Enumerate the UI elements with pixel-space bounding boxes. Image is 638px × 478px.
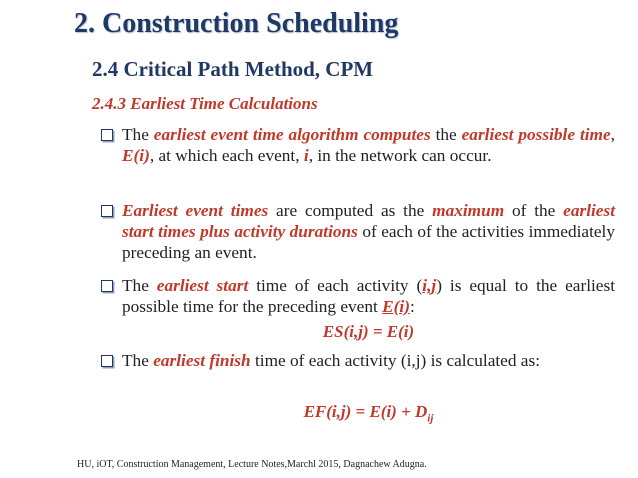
subsection-heading: 2.4.3 Earliest Time Calculations [92, 94, 318, 113]
highlight-phrase: i,j [422, 276, 437, 295]
text-run: ) is equal to the earliest possible time for the preceding event [122, 276, 615, 316]
highlight-phrase: earliest event time algorithm computes [153, 125, 431, 144]
checkbox-bullet-icon [101, 129, 113, 141]
formula-earliest-finish [122, 402, 615, 424]
highlight-phrase: maximum [432, 201, 505, 220]
text-run: of each of the activities immediately preceding an event. [122, 222, 615, 262]
text-run: , in the network can occur. [308, 146, 492, 165]
formula-ef-subscript: ij [427, 412, 434, 425]
text-run: , at which each event, [149, 146, 304, 165]
section-heading: 2.4 Critical Path Method, CPM [92, 57, 374, 81]
bullet-text [122, 124, 615, 166]
bullet-text [122, 350, 615, 371]
text-run: The [122, 276, 157, 295]
text-run: The [122, 125, 154, 144]
text-run: time of each activity ( [248, 276, 423, 295]
formula-earliest-start: ES(i,j) = E(i) [322, 322, 415, 341]
text-run: : [409, 297, 415, 316]
checkbox-bullet-icon [101, 280, 113, 292]
text-run: of the [504, 201, 564, 220]
highlight-phrase: i [303, 146, 309, 165]
highlight-phrase: earliest start times plus activity durations [122, 201, 615, 241]
text-run: the [430, 125, 462, 144]
bullet-text [122, 200, 615, 263]
checkbox-bullet-icon [101, 355, 113, 367]
bullet-text [122, 275, 615, 317]
slide-title: 2. Construction Scheduling [74, 8, 399, 39]
text-run: are computed as the [268, 201, 433, 220]
text-run: , [610, 125, 615, 144]
highlight-phrase: earliest finish [153, 351, 251, 370]
text-run: The [122, 351, 154, 370]
footer-citation: HU, iOT, Construction Management, Lecture Notes,Marchl 2015, Dagnachew Adugna. [77, 459, 427, 470]
highlight-phrase: Earliest event times [122, 201, 269, 220]
highlight-phrase: E(i) [382, 297, 410, 316]
highlight-phrase: earliest start [156, 276, 249, 295]
text-run: time of each activity (i,j) is calculated as: [250, 351, 540, 370]
formula-ef-main: EF(i,j) = E(i) + D [303, 402, 428, 421]
highlight-phrase: earliest possible time [461, 125, 611, 144]
checkbox-bullet-icon [101, 205, 113, 217]
highlight-phrase: E(i) [122, 146, 150, 165]
